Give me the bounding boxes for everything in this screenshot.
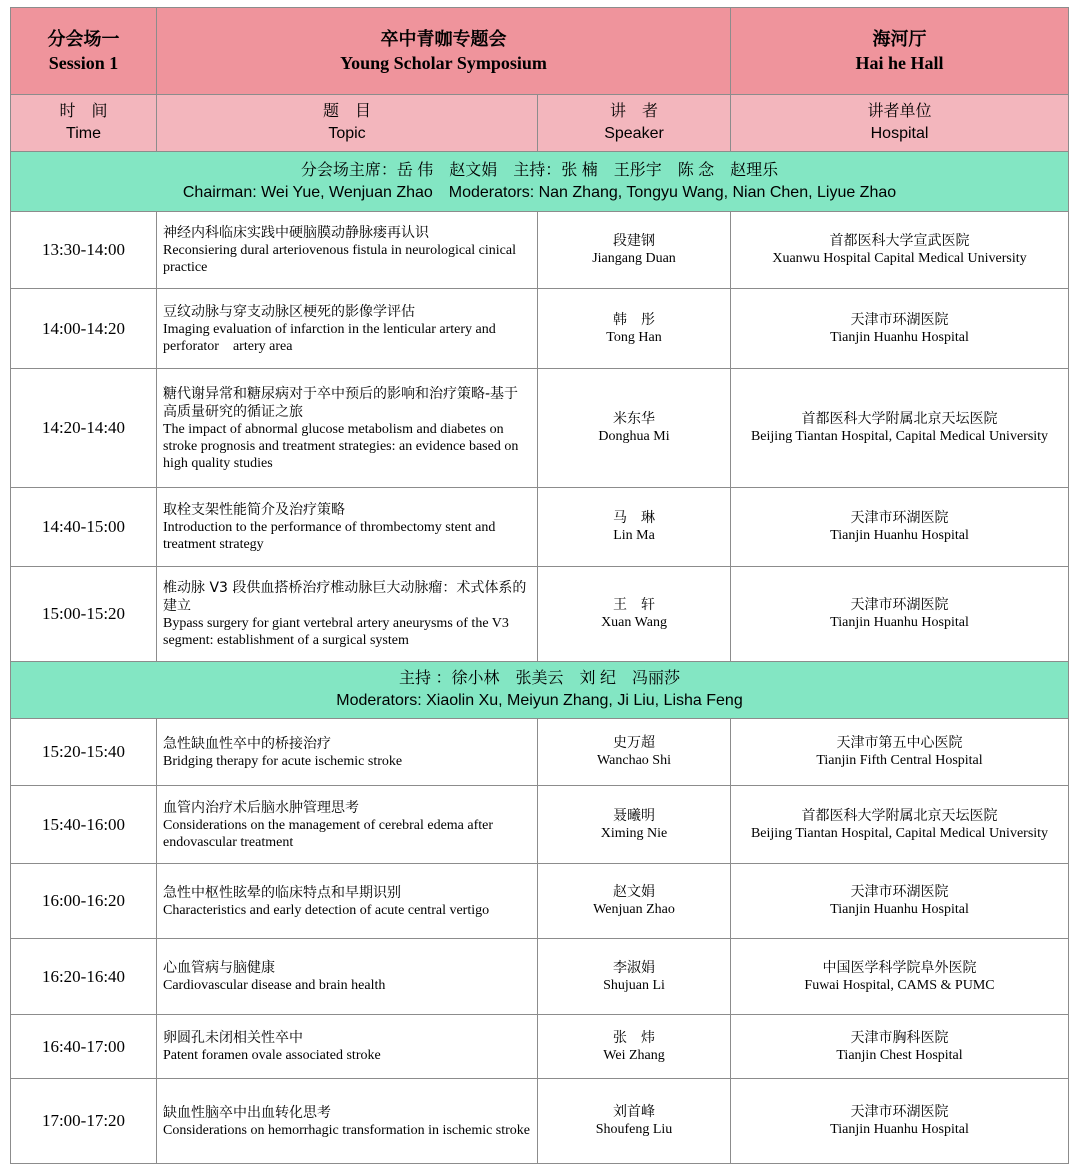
- topic-en: Reconsiering dural arteriovenous fistula in neurological cinical practice: [163, 243, 516, 275]
- time-cell: 13:30-14:00: [11, 212, 157, 289]
- col-time-header: [11, 95, 157, 152]
- chair-1-en: Chairman: Wei Yue, Wenjuan Zhao Moderators: Nan Zhang, Tongyu Wang, Nian Chen, Liyue Zhao: [182, 183, 897, 201]
- hospital-en: Beijing Tiantan Hospital, Capital Medical University: [750, 429, 1049, 444]
- speaker-zh: 李淑娟: [613, 959, 655, 976]
- topic-cell: [157, 719, 538, 786]
- speaker-en: Lin Ma: [613, 528, 655, 543]
- hospital-en: Xuanwu Hospital Capital Medical University: [772, 251, 1027, 266]
- hospital-en: Tianjin Fifth Central Hospital: [816, 753, 983, 768]
- hospital-zh: 首都医科大学附属北京天坛医院: [801, 411, 998, 427]
- time-cell: 15:20-15:40: [11, 719, 157, 786]
- topic-en: Imaging evaluation of infarction in the lenticular artery and perforator artery area: [163, 321, 496, 354]
- speaker-en: Ximing Nie: [600, 825, 668, 841]
- symposium-title-zh: 卒中青咖专题会: [380, 29, 507, 49]
- session-zh: 分会场一: [47, 29, 120, 49]
- symposium-title-en: Young Scholar Symposium: [340, 53, 547, 73]
- topic-zh: 神经内科临床实践中硬脑膜动静脉瘘再认识: [163, 225, 429, 241]
- topic-zh: 急性缺血性卒中的桥接治疗: [163, 735, 331, 752]
- hospital-en: Tianjin Huanhu Hospital: [830, 1122, 969, 1137]
- chair-2-en: Moderators: Xiaolin Xu, Meiyun Zhang, Ji Liu, Lisha Feng: [336, 692, 743, 709]
- topic-cell: [157, 212, 538, 289]
- speaker-zh: 赵文娟: [613, 884, 655, 900]
- hospital-cell: [731, 939, 1069, 1015]
- topic-en: Patent foramen ovale associated stroke: [163, 1048, 381, 1063]
- hospital-zh: 天津市第五中心医院: [836, 735, 963, 751]
- hall-cell: [731, 8, 1069, 95]
- col-topic-en: Topic: [328, 125, 366, 142]
- topic-zh: 缺血性脑卒中出血转化思考: [163, 1104, 331, 1121]
- hospital-zh: 天津市环湖医院: [850, 510, 949, 526]
- table-row: [11, 567, 1069, 662]
- topic-en: Considerations on the management of cerebral edema after endovascular treatment: [163, 817, 494, 850]
- speaker-cell: [538, 567, 731, 662]
- speaker-en: Tong Han: [606, 329, 662, 345]
- speaker-cell: [538, 369, 731, 488]
- speaker-cell: [538, 212, 731, 289]
- speaker-en: Wanchao Shi: [597, 753, 671, 768]
- topic-cell: [157, 864, 538, 939]
- table-row: [11, 369, 1069, 488]
- speaker-cell: [538, 939, 731, 1015]
- speaker-cell: [538, 1079, 731, 1164]
- speaker-cell: [538, 719, 731, 786]
- speaker-en: Xuan Wang: [601, 615, 667, 630]
- speaker-zh: 段建钢: [613, 233, 655, 249]
- hospital-cell: [731, 864, 1069, 939]
- chair-2-zh: 主持 ：徐小林 张美云 刘 纪 冯丽莎: [399, 670, 680, 687]
- table-row: [11, 1079, 1069, 1164]
- hospital-cell: [731, 488, 1069, 567]
- table-row: [11, 488, 1069, 567]
- topic-cell: [157, 488, 538, 567]
- topic-zh: 急性中枢性眩晕的临床特点和早期识别: [163, 884, 401, 901]
- hospital-cell: [731, 289, 1069, 369]
- hospital-zh: 首都医科大学附属北京天坛医院: [801, 807, 998, 824]
- table-row: [11, 719, 1069, 786]
- topic-zh: 椎动脉 V3 段供血搭桥治疗椎动脉巨大动脉瘤：术式体系的建立: [163, 580, 527, 614]
- time-cell: 16:40-17:00: [11, 1015, 157, 1079]
- topic-zh: 豆纹动脉与穿支动脉区梗死的影像学评估: [163, 303, 415, 320]
- speaker-zh: 聂曦明: [613, 807, 655, 824]
- topic-cell: [157, 786, 538, 864]
- topic-zh: 血管内治疗术后脑水肿管理思考: [163, 799, 359, 816]
- speaker-cell: [538, 289, 731, 369]
- hospital-zh: 天津市胸科医院: [850, 1029, 949, 1046]
- speaker-zh: 史万超: [613, 735, 655, 751]
- time-cell: 16:00-16:20: [11, 864, 157, 939]
- hospital-cell: [731, 1015, 1069, 1079]
- hall-en: Hai he Hall: [855, 53, 944, 73]
- time-cell: 14:00-14:20: [11, 289, 157, 369]
- speaker-en: Wenjuan Zhao: [593, 902, 675, 917]
- hospital-en: Tianjin Huanhu Hospital: [830, 615, 969, 630]
- speaker-zh: 刘首峰: [613, 1104, 655, 1120]
- hospital-zh: 首都医科大学宣武医院: [829, 233, 970, 249]
- chair-cell-2: [11, 662, 1069, 719]
- time-cell: 15:00-15:20: [11, 567, 157, 662]
- session-header-row: [11, 8, 1069, 95]
- topic-en: Characteristics and early detection of acute central vertigo: [163, 902, 490, 918]
- hospital-cell: [731, 1079, 1069, 1164]
- speaker-en: Shujuan Li: [603, 977, 665, 993]
- hospital-cell: [731, 567, 1069, 662]
- hospital-cell: [731, 719, 1069, 786]
- topic-cell: [157, 567, 538, 662]
- symposium-title-cell: [157, 8, 731, 95]
- topic-cell: [157, 1015, 538, 1079]
- topic-en: The impact of abnormal glucose metabolism and diabetes on stroke prognosis and treatment strategies: an evidence based on high quality studies: [163, 421, 519, 471]
- col-hospital-en: Hospital: [870, 125, 929, 142]
- table-row: [11, 939, 1069, 1015]
- topic-cell: [157, 939, 538, 1015]
- topic-cell: [157, 1079, 538, 1164]
- col-speaker-zh: 讲 者: [610, 103, 659, 120]
- table-row: [11, 1015, 1069, 1079]
- talk-group-1: [11, 212, 1069, 662]
- table-row: [11, 864, 1069, 939]
- col-hospital-zh: 讲者单位: [867, 103, 932, 120]
- time-cell: 15:40-16:00: [11, 786, 157, 864]
- program-table: [10, 7, 1069, 1164]
- hospital-en: Tianjin Chest Hospital: [836, 1047, 963, 1063]
- time-cell: 14:40-15:00: [11, 488, 157, 567]
- speaker-zh: 米东华: [613, 411, 655, 427]
- hospital-en: Tianjin Huanhu Hospital: [830, 329, 969, 345]
- hospital-en: Tianjin Huanhu Hospital: [830, 528, 969, 543]
- hall-zh: 海河厅: [872, 29, 927, 49]
- chair-cell-1: [11, 152, 1069, 212]
- topic-cell: [157, 289, 538, 369]
- time-cell: 17:00-17:20: [11, 1079, 157, 1164]
- topic-en: Bypass surgery for giant vertebral artery aneurysms of the V3 segment: establishment of a surgical system: [163, 616, 509, 648]
- hospital-en: Beijing Tiantan Hospital, Capital Medical University: [750, 825, 1049, 841]
- session-cell: [11, 8, 157, 95]
- col-speaker-header: [538, 95, 731, 152]
- hospital-zh: 天津市环湖医院: [850, 311, 949, 328]
- column-header-row: [11, 95, 1069, 152]
- topic-cell: [157, 369, 538, 488]
- hospital-cell: [731, 212, 1069, 289]
- table-row: [11, 212, 1069, 289]
- speaker-zh: 王 轩: [613, 597, 655, 613]
- hospital-zh: 天津市环湖医院: [850, 597, 949, 613]
- hospital-zh: 天津市环湖医院: [850, 1104, 949, 1120]
- hospital-zh: 天津市环湖医院: [850, 884, 949, 900]
- col-speaker-en: Speaker: [604, 125, 664, 142]
- speaker-zh: 韩 彤: [613, 311, 655, 328]
- col-time-en: Time: [66, 125, 101, 142]
- time-cell: 16:20-16:40: [11, 939, 157, 1015]
- speaker-cell: [538, 488, 731, 567]
- topic-zh: 心血管病与脑健康: [163, 960, 275, 976]
- table-row: [11, 786, 1069, 864]
- speaker-en: Wei Zhang: [603, 1047, 665, 1063]
- hospital-en: Fuwai Hospital, CAMS & PUMC: [804, 977, 995, 993]
- col-topic-header: [157, 95, 538, 152]
- session-en: Session 1: [48, 53, 119, 73]
- col-topic-zh: 题 目: [322, 103, 371, 120]
- topic-zh: 取栓支架性能简介及治疗策略: [163, 502, 345, 518]
- topic-en: Cardiovascular disease and brain health: [163, 978, 386, 993]
- speaker-en: Donghua Mi: [598, 429, 670, 444]
- topic-zh: 糖代谢异常和糖尿病对于卒中预后的影响和治疗策略-基于高质量研究的循证之旅: [163, 385, 519, 420]
- topic-en: Introduction to the performance of thrombectomy stent and treatment strategy: [163, 520, 496, 552]
- col-time-zh: 时 间: [59, 103, 108, 120]
- speaker-cell: [538, 1015, 731, 1079]
- topic-zh: 卵圆孔未闭相关性卒中: [163, 1030, 303, 1046]
- hospital-cell: [731, 786, 1069, 864]
- chair-1-zh: 分会场主席：岳 伟 赵文娟 主持：张 楠 王彤宇 陈 念 赵理乐: [300, 161, 779, 179]
- speaker-cell: [538, 786, 731, 864]
- topic-en: Considerations on hemorrhagic transformation in ischemic stroke: [163, 1122, 531, 1138]
- col-hospital-header: [731, 95, 1069, 152]
- topic-en: Bridging therapy for acute ischemic stroke: [163, 753, 403, 769]
- chair-row-1: [11, 152, 1069, 212]
- speaker-zh: 张 炜: [613, 1029, 655, 1046]
- speaker-en: Shoufeng Liu: [595, 1122, 673, 1137]
- chair-row-2: [11, 662, 1069, 719]
- hospital-cell: [731, 369, 1069, 488]
- table-row: [11, 289, 1069, 369]
- hospital-zh: 中国医学科学院阜外医院: [822, 959, 977, 976]
- speaker-zh: 马 琳: [613, 510, 655, 526]
- hospital-en: Tianjin Huanhu Hospital: [830, 902, 969, 917]
- time-cell: 14:20-14:40: [11, 369, 157, 488]
- speaker-en: Jiangang Duan: [592, 251, 676, 266]
- talk-group-2: [11, 719, 1069, 1164]
- speaker-cell: [538, 864, 731, 939]
